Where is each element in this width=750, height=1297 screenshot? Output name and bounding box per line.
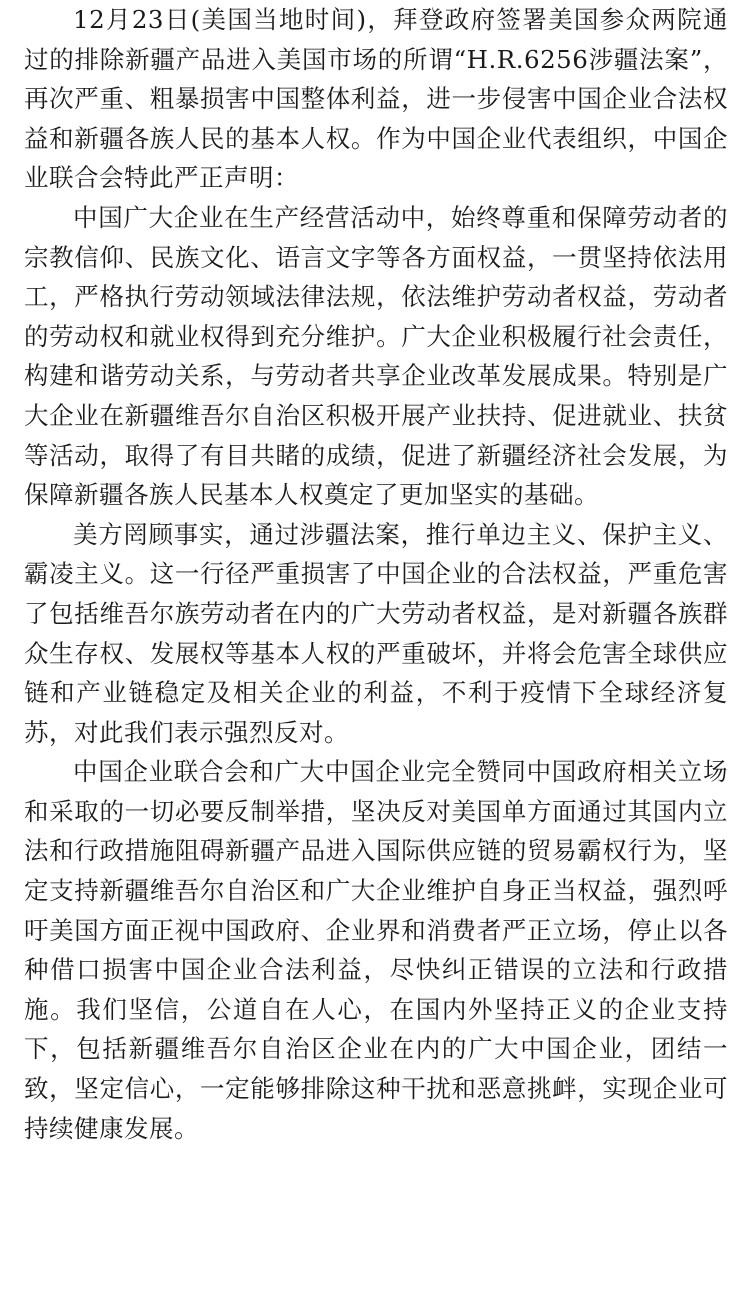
paragraph-position: 中国企业联合会和广大中国企业完全赞同中国政府相关立场和采取的一切必要反制举措，坚决反对美国单方面通过其国内立法和行政措施阻碍新疆产品进入国际供应链的贸易霸权行为，坚定支持新疆维吾尔自治区和广大企业维护自身正当权益，强烈呼吁美国方面正视中国政府、企业界和消费者严正立场，停止以各种借口损害中国企业合法利益，尽快纠正错误的立法和行政措施。我们坚信，公道自在人心，在国内外坚持正义的企业支持下，包括新疆维吾尔自治区企业在内的广大中国企业，团结一致，坚定信心，一定能够排除这种干扰和恶意挑衅，实现企业可持续健康发展。	[24, 757, 728, 1143]
paragraph-labor-rights: 中国广大企业在生产经营活动中，始终尊重和保障劳动者的宗教信仰、民族文化、语言文字等各方面权益，一贯坚持依法用工，严格执行劳动领域法律法规，依法维护劳动者权益，劳动者的劳动权和就业权得到充分维护。广大企业积极履行社会责任，构建和谐劳动关系，与劳动者共享企业改革发展成果。特别是广大企业在新疆维吾尔自治区积极开展产业扶持、促进就业、扶贫等活动，取得了有目共睹的成绩，促进了新疆经济社会发展，为保障新疆各族人民基本人权奠定了更加坚实的基础。	[24, 202, 728, 510]
paragraph-intro: 12月23日(美国当地时间)，拜登政府签署美国参众两院通过的排除新疆产品进入美国市场的所谓“H.R.6256涉疆法案”，再次严重、粗暴损害中国整体利益，进一步侵害中国企业合法权益和新疆各族人民的基本人权。作为中国企业代表组织，中国企业联合会特此严正声明：	[24, 5, 728, 193]
paragraph-opposition: 美方罔顾事实，通过涉疆法案，推行单边主义、保护主义、霸凌主义。这一行径严重损害了中国企业的合法权益，严重危害了包括维吾尔族劳动者在内的广大劳动者权益，是对新疆各族群众生存权、发展权等基本人权的严重破坏，并将会危害全球供应链和产业链稳定及相关企业的利益，不利于疫情下全球经济复苏，对此我们表示强烈反对。	[24, 519, 728, 747]
